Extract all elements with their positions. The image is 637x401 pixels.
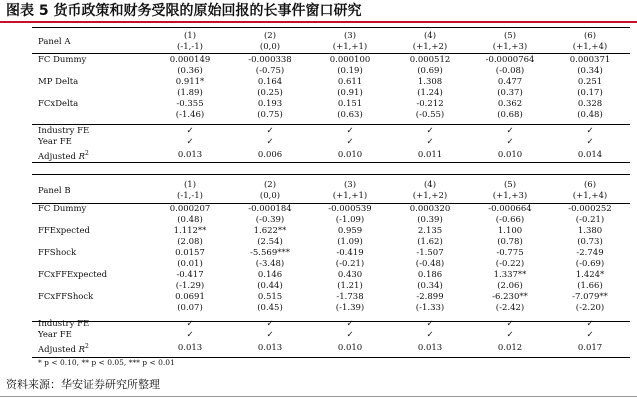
stat-value-cell: ✓: [586, 330, 594, 340]
t-stat-cell: (1.09): [337, 237, 363, 247]
tstat-row: [32, 237, 630, 248]
coef-row: [32, 226, 630, 237]
variable-label: FC Dummy: [38, 204, 87, 214]
panel-a-table: [32, 31, 630, 163]
panel-b-stats-rule: [32, 321, 630, 322]
t-stat-cell: (2.06): [497, 281, 523, 291]
t-stat-cell: (-0.75): [255, 66, 285, 76]
coefficient-cell: -2.749: [576, 248, 604, 258]
coefficient-cell: -0.212: [416, 99, 444, 109]
stat-row: [32, 126, 630, 137]
tstat-row: [32, 281, 630, 292]
t-stat-cell: (1.21): [337, 281, 363, 291]
coefficient-cell: 0.000371: [569, 55, 611, 65]
t-stat-cell: (0.39): [417, 215, 443, 225]
coefficient-cell: 1.308: [417, 77, 443, 87]
stat-value-cell: 0.013: [177, 342, 203, 353]
stat-value-cell: ✓: [426, 126, 434, 136]
stat-value-cell: ✓: [186, 330, 194, 340]
stat-value-cell: 0.013: [417, 342, 443, 353]
header-row-numbers: [32, 180, 630, 191]
empty-label: [32, 88, 150, 99]
significance-footnote: * p < 0.10, ** p < 0.05, *** p < 0.01: [38, 358, 175, 367]
column-number: (2): [263, 180, 277, 190]
column-number: (6): [583, 180, 597, 190]
stat-label: [32, 341, 150, 356]
empty-label: [32, 259, 150, 270]
t-stat-cell: (0.34): [417, 281, 443, 291]
tstat-row: [32, 110, 630, 121]
coefficient-cell: 1.622**: [253, 226, 287, 236]
t-stat-cell: (-2.42): [495, 303, 525, 313]
empty-label: [32, 110, 150, 121]
variable-label: FCxFFShock: [38, 292, 94, 302]
coefficient-cell: 0.477: [497, 77, 523, 87]
stat-value-cell: ✓: [346, 137, 354, 147]
column-window: (+1,+2): [412, 191, 448, 201]
stat-row: [32, 148, 630, 163]
panel-b-table: [32, 180, 630, 356]
column-number: (3): [343, 31, 357, 41]
coefficient-cell: 0.164: [257, 77, 283, 87]
header-row-numbers: [32, 31, 630, 42]
tstat-row: [32, 66, 630, 77]
variable-label: FC Dummy: [38, 55, 87, 65]
t-stat-cell: (-0.66): [495, 215, 525, 225]
column-window: (-1,-1): [177, 42, 203, 52]
t-stat-cell: (-1.46): [175, 110, 205, 120]
t-stat-cell: (2.54): [257, 237, 283, 247]
coefficient-cell: -0.000184: [248, 204, 292, 214]
coefficient-cell: 0.193: [257, 99, 283, 109]
coef-row: [32, 270, 630, 281]
coefficient-cell: -2.899: [416, 292, 444, 302]
coefficient-cell: 0.362: [497, 99, 523, 109]
t-stat-cell: (0.68): [497, 110, 523, 120]
t-stat-cell: (0.69): [417, 66, 443, 76]
coefficient-cell: -0.000664: [488, 204, 532, 214]
t-stat-cell: (0.91): [337, 88, 363, 98]
stat-value-cell: ✓: [266, 319, 274, 329]
stat-label: Year FE: [38, 137, 72, 147]
stat-value-cell: 0.012: [497, 342, 523, 353]
coefficient-cell: -0.417: [176, 270, 204, 280]
stat-value-cell: 0.013: [257, 342, 283, 353]
t-stat-cell: (1.89): [177, 88, 203, 98]
stat-label-symbol: R: [78, 151, 86, 162]
column-number: (1): [183, 180, 197, 190]
t-stat-cell: (-1.29): [175, 281, 205, 291]
stat-value-cell: ✓: [506, 319, 514, 329]
t-stat-cell: (0.48): [577, 110, 603, 120]
stat-value-cell: 0.011: [417, 149, 443, 160]
column-window: (+1,+4): [572, 42, 608, 52]
t-stat-cell: (-0.21): [575, 215, 605, 225]
coefficient-cell: 1.100: [497, 226, 523, 236]
tstat-row: [32, 259, 630, 270]
coefficient-cell: 2.135: [417, 226, 443, 236]
t-stat-cell: (-0.48): [415, 259, 445, 269]
coefficient-cell: 0.328: [577, 99, 603, 109]
coefficient-cell: 0.000512: [409, 55, 451, 65]
stat-value-cell: ✓: [506, 137, 514, 147]
t-stat-cell: (0.01): [177, 259, 203, 269]
coefficient-cell: -7.079**: [572, 292, 608, 302]
column-window: (0,0): [259, 42, 281, 52]
stat-value-cell: 0.006: [257, 149, 283, 160]
coefficient-cell: -0.000252: [568, 204, 612, 214]
coefficient-cell: -1.507: [416, 248, 444, 258]
stat-value-cell: ✓: [426, 330, 434, 340]
variable-label: FCxDelta: [38, 99, 79, 109]
column-window: (+1,+1): [332, 191, 368, 201]
stat-value-cell: ✓: [266, 126, 274, 136]
stat-value-cell: ✓: [186, 137, 194, 147]
panel-a-bottom-rule: [32, 162, 630, 163]
source-note: 资料来源：华安证券研究所整理: [6, 378, 160, 391]
stat-value-cell: ✓: [586, 137, 594, 147]
t-stat-cell: (0.48): [177, 215, 203, 225]
t-stat-cell: (0.73): [577, 237, 603, 247]
stat-label-superscript: 2: [85, 150, 89, 157]
column-window: (+1,+2): [412, 42, 448, 52]
panel-b-top-rule: [32, 174, 630, 175]
t-stat-cell: (-0.69): [575, 259, 605, 269]
t-stat-cell: (-1.09): [335, 215, 365, 225]
column-window: (+1,+1): [332, 42, 368, 52]
stat-value-cell: 0.010: [337, 342, 363, 353]
coefficient-cell: 0.000207: [169, 204, 211, 214]
column-window: (+1,+4): [572, 191, 608, 201]
t-stat-cell: (1.24): [417, 88, 443, 98]
tstat-row: [32, 88, 630, 99]
stat-label-superscript: 2: [85, 343, 89, 350]
t-stat-cell: (-0.55): [415, 110, 445, 120]
coefficient-cell: 0.0157: [175, 248, 205, 258]
t-stat-cell: (0.34): [577, 66, 603, 76]
stat-value-cell: 0.013: [177, 149, 203, 160]
variable-label: FFExpected: [38, 226, 90, 236]
variable-label: FFShock: [38, 248, 77, 258]
stat-value-cell: 0.017: [577, 342, 603, 353]
t-stat-cell: (0.37): [497, 88, 523, 98]
stat-label-prefix: Adjusted: [38, 344, 79, 355]
t-stat-cell: (-2.20): [575, 303, 605, 313]
tstat-row: [32, 215, 630, 226]
coefficient-cell: 0.911*: [175, 77, 205, 87]
coefficient-cell: -6.230**: [492, 292, 528, 302]
coefficient-cell: 0.000320: [409, 204, 451, 214]
stat-value-cell: ✓: [186, 126, 194, 136]
stat-label-prefix: Adjusted: [38, 151, 79, 162]
empty-label: [32, 237, 150, 248]
coefficient-cell: -0.000539: [328, 204, 372, 214]
variable-label: MP Delta: [38, 77, 79, 87]
panel-a-top-rule: [32, 27, 630, 28]
empty-label: [32, 215, 150, 226]
column-number: (3): [343, 180, 357, 190]
panel-label: Panel B: [38, 185, 71, 196]
t-stat-cell: (1.66): [577, 281, 603, 291]
coefficient-cell: -0.419: [336, 248, 364, 258]
t-stat-cell: (2.08): [177, 237, 203, 247]
stat-label: Year FE: [38, 330, 72, 340]
stat-row: [32, 137, 630, 148]
variable-label: FCxFFExpected: [38, 270, 108, 280]
stat-value-cell: ✓: [586, 126, 594, 136]
column-window: (+1,+3): [492, 42, 528, 52]
coefficient-cell: -1.738: [336, 292, 364, 302]
empty-label: [32, 303, 150, 314]
t-stat-cell: (-0.21): [335, 259, 365, 269]
stat-value-cell: ✓: [506, 126, 514, 136]
coefficient-cell: -0.355: [176, 99, 204, 109]
stat-value-cell: ✓: [346, 330, 354, 340]
column-number: (4): [423, 180, 437, 190]
column-number: (4): [423, 31, 437, 41]
t-stat-cell: (0.25): [257, 88, 283, 98]
coefficient-cell: 1.112**: [173, 226, 207, 236]
source-rule: [0, 396, 637, 397]
coef-row: [32, 99, 630, 110]
coefficient-cell: 0.186: [417, 270, 443, 280]
stat-value-cell: ✓: [426, 319, 434, 329]
stat-value-cell: 0.014: [577, 149, 603, 160]
stat-value-cell: ✓: [346, 319, 354, 329]
coefficient-cell: 0.0691: [175, 292, 205, 302]
coefficient-cell: 0.430: [337, 270, 363, 280]
coefficient-cell: -5.569***: [250, 248, 290, 258]
coefficient-cell: -0.775: [496, 248, 524, 258]
stat-row: [32, 341, 630, 356]
coefficient-cell: -0.0000764: [485, 55, 535, 65]
stat-value-cell: ✓: [266, 137, 274, 147]
coefficient-cell: 0.959: [337, 226, 363, 236]
coef-row: [32, 204, 630, 215]
stat-value-cell: ✓: [186, 319, 194, 329]
coef-row: [32, 77, 630, 88]
stat-label: Industry FE: [38, 126, 90, 136]
stat-row: [32, 330, 630, 341]
t-stat-cell: (-1.39): [335, 303, 365, 313]
coefficient-cell: 1.380: [577, 226, 603, 236]
stat-value-cell: ✓: [586, 319, 594, 329]
t-stat-cell: (-0.08): [495, 66, 525, 76]
t-stat-cell: (-1.33): [415, 303, 445, 313]
t-stat-cell: (-3.48): [255, 259, 285, 269]
t-stat-cell: (1.62): [417, 237, 443, 247]
t-stat-cell: (0.19): [337, 66, 363, 76]
coefficient-cell: 0.251: [577, 77, 603, 87]
t-stat-cell: (0.17): [577, 88, 603, 98]
coefficient-cell: 1.424*: [575, 270, 605, 280]
stat-label-symbol: R: [78, 344, 86, 355]
column-window: (+1,+3): [492, 191, 528, 201]
t-stat-cell: (0.36): [177, 66, 203, 76]
t-stat-cell: (0.78): [497, 237, 523, 247]
column-window: (0,0): [259, 191, 281, 201]
column-number: (5): [503, 31, 517, 41]
empty-label: [32, 66, 150, 77]
coefficient-cell: 0.146: [257, 270, 283, 280]
t-stat-cell: (-0.39): [255, 215, 285, 225]
t-stat-cell: (0.63): [337, 110, 363, 120]
coefficient-cell: -0.000338: [248, 55, 292, 65]
empty-label: [32, 281, 150, 292]
column-number: (2): [263, 31, 277, 41]
panel-a-stats-rule: [32, 124, 630, 125]
coefficient-cell: 0.000149: [169, 55, 211, 65]
stat-label: Industry FE: [38, 319, 90, 329]
panel-b-header-rule: [32, 203, 630, 204]
t-stat-cell: (-0.22): [495, 259, 525, 269]
stat-value-cell: ✓: [506, 330, 514, 340]
t-stat-cell: (0.45): [257, 303, 283, 313]
stat-label: [32, 148, 150, 163]
panel-label: Panel A: [38, 36, 71, 47]
coefficient-cell: 0.151: [337, 99, 363, 109]
stat-value-cell: ✓: [426, 137, 434, 147]
column-window: (-1,-1): [177, 191, 203, 201]
coef-row: [32, 248, 630, 259]
column-number: (1): [183, 31, 197, 41]
stat-value-cell: 0.010: [497, 149, 523, 160]
coef-row: [32, 55, 630, 66]
figure-title: 图表 5 货币政策和财务受限的原始回报的长事件窗口研究: [6, 3, 362, 19]
t-stat-cell: (0.44): [257, 281, 283, 291]
column-number: (6): [583, 31, 597, 41]
tstat-row: [32, 303, 630, 314]
stat-value-cell: ✓: [266, 330, 274, 340]
coefficient-cell: 1.337**: [493, 270, 527, 280]
stat-value-cell: 0.010: [337, 149, 363, 160]
coef-row: [32, 292, 630, 303]
column-number: (5): [503, 180, 517, 190]
stat-value-cell: ✓: [346, 126, 354, 136]
panel-a-header-rule: [32, 53, 630, 54]
t-stat-cell: (0.75): [257, 110, 283, 120]
title-underline: [0, 21, 637, 23]
t-stat-cell: (0.07): [177, 303, 203, 313]
coefficient-cell: 0.611: [337, 77, 363, 87]
coefficient-cell: 0.000100: [329, 55, 371, 65]
coefficient-cell: 0.515: [257, 292, 283, 302]
